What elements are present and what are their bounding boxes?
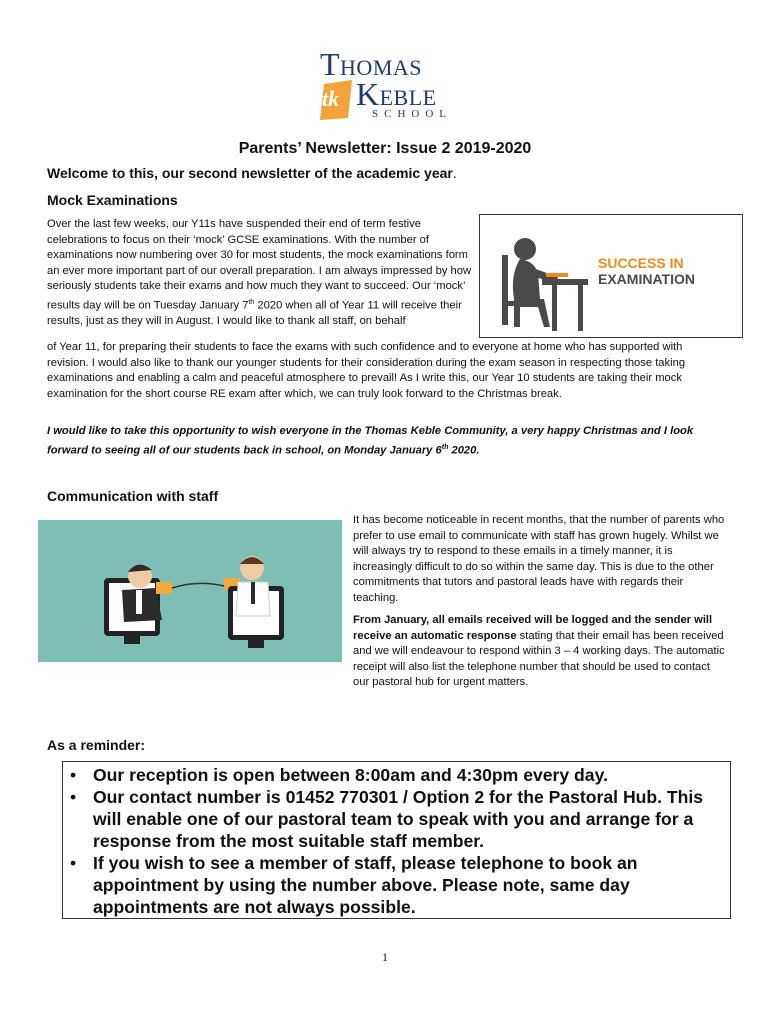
bullet-icon: •	[70, 765, 77, 785]
people-talking-icon	[38, 520, 342, 662]
mock-p1-sup: th	[248, 298, 255, 306]
bullet-icon: •	[70, 853, 77, 873]
mock-p1-text: Over the last few weeks, our Y11s have suspended their end of term festive celebrations to focus on their ‘mock’ GCSE examinations. With the number of examinations now numbering over 30 for most students, the mock examinations form an ever more important part of our overall preparation. I am always impressed by how seriously students take their exams and how much they want to succeed. Our ‘mock’ results day will be on Tuesday January 7	[47, 218, 472, 312]
christmas-wish	[47, 424, 737, 459]
mock-paragraph-1	[47, 217, 475, 329]
mock-paragraph-2: of Year 11, for preparing their students to face the exams with such confidence and to everyone at home who has supported with revision. I would also like to thank our younger students for their consideration during the exam season in respecting those taking examinations and enabling a calm and peaceful atmosphere to prevail! As I write this, our Year 10 students are taking their mock examination for the short course RE exam after which, we can truly look forward to the Christmas break.	[47, 341, 686, 400]
reminder-item	[70, 852, 730, 918]
mock-examinations-heading: Mock Examinations	[47, 192, 178, 208]
wish-after: 2020.	[448, 444, 480, 457]
wish-text: I would like to take this opportunity to wish everyone in the Thomas Keble Community, a very happy Christmas and I look forward to seeing all of our students back in school, on Monday January 6	[47, 425, 694, 457]
wish-sup: th	[441, 443, 449, 451]
reminder-list	[63, 764, 730, 918]
communication-p2-bold: From January, all emails received will be logged and the sender will receive an automatic response	[353, 614, 713, 642]
newsletter-title: Parents’ Newsletter: Issue 2 2019-2020	[238, 140, 532, 157]
reminder-heading: As a reminder:	[47, 737, 146, 753]
page-number: 1	[382, 950, 388, 964]
communication-paragraph-1: It has become noticeable in recent months, that the number of parents who prefer to use email to communicate with staff has grown hugely. Whilst we will always try to respond to these emails in a timely manner, it is increasingly difficult to do so within the same day. This is due to the other commitments that tutors and pastoral leads have with regards their teaching.	[353, 514, 725, 604]
reminder-item-text: If you wish to see a member of staff, please telephone to book an appointment by using the number above. Please note, same day appointments are not always possible.	[93, 853, 638, 917]
reminder-item-text: Our reception is open between 8:00am and 4:30pm every day.	[93, 765, 608, 785]
welcome-period: .	[452, 165, 457, 181]
exam-caption-line-1: SUCCESS IN	[598, 255, 684, 271]
welcome-text: Welcome to this, our second newsletter of the academic year	[47, 165, 453, 181]
school-logo	[300, 38, 470, 122]
logo-keble: Keble	[356, 76, 437, 112]
mock-p1-after: 2020 when all of Year 11 will receive their results, just as they will in August. I would like to thank all staff, on behalf	[47, 299, 462, 327]
bullet-icon: •	[70, 787, 77, 807]
tin-can-phone-image	[38, 520, 342, 662]
logo-school: SCHOOL	[372, 108, 453, 120]
logo-thomas: Thomas	[320, 46, 423, 82]
communication-heading: Communication with staff	[47, 488, 219, 504]
communication-p2-rest: stating that their email has been received and we will endeavour to respond within 3 – 4 working days. The automatic receipt will also list the telephone number that should be used to contact our pastoral hub for urgent matters.	[353, 629, 725, 688]
communication-paragraph-2	[353, 613, 725, 691]
reminder-item	[70, 764, 730, 786]
reminder-box	[62, 761, 731, 919]
reminder-item-text: Our contact number is 01452 770301 / Option 2 for the Pastoral Hub. This will enable one of our pastoral team to speak with you and arrange for a response from the most suitable staff member.	[93, 787, 704, 851]
logo-monogram: tk	[322, 86, 340, 111]
welcome-line	[47, 165, 457, 181]
success-in-examination-image	[479, 214, 743, 338]
exam-caption-line-2: EXAMINATION	[598, 271, 695, 287]
exam-image-caption	[598, 255, 695, 287]
reminder-item	[70, 786, 730, 852]
